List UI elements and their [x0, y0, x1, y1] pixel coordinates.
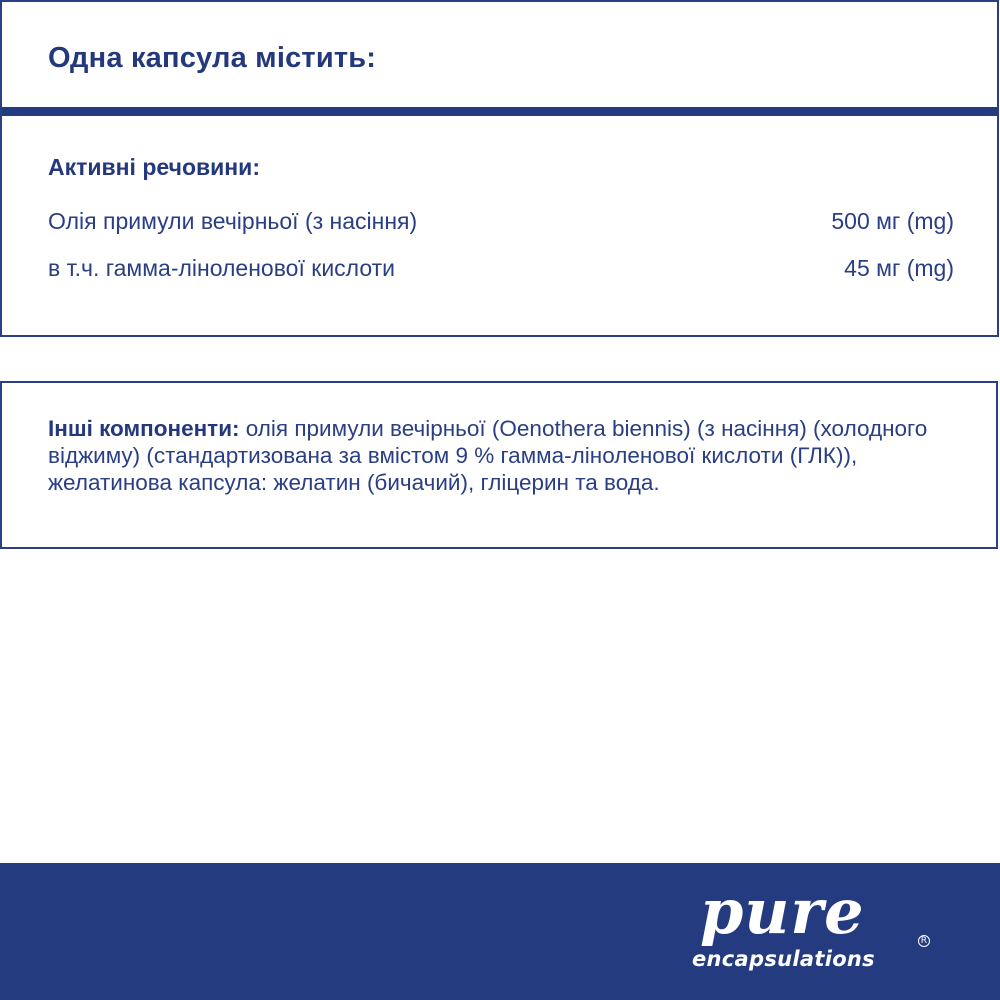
ingredient-amount: 45 мг (mg) — [844, 255, 954, 281]
brand-logo-main: pure — [700, 875, 865, 948]
ingredient-name: Олія примули вечірньої (з насіння) — [48, 208, 418, 234]
brand-logo-sub-text: encapsulations — [692, 947, 875, 971]
ingredient-name: в т.ч. гамма-ліноленової кислоти — [48, 255, 396, 281]
page-title: Одна капсула містить: — [48, 42, 377, 74]
title-divider — [2, 107, 999, 116]
ingredient-amount: 500 мг (mg) — [831, 208, 954, 234]
active-ingredients-label: Активні речовини: — [48, 154, 260, 180]
other-components-text — [48, 415, 968, 496]
brand-logo — [692, 875, 942, 971]
dosage-panel — [0, 0, 999, 337]
ingredient-row — [48, 255, 954, 282]
other-components-body: олія примули вечірньої (Oenothera biennis) (з насіння) (холодного віджиму) (стандартизована за вмістом 9 % гамма-ліноленової кислоти (ГЛК)), желатинова капсула: желатин (бичачий), гліцерин та вода. — [48, 416, 928, 495]
registered-trademark-icon: R — [918, 935, 930, 947]
ingredient-row — [48, 208, 954, 235]
brand-footer — [0, 863, 1000, 1000]
brand-logo-sub — [692, 936, 942, 971]
other-components-panel — [0, 381, 998, 549]
other-components-label: Інші компоненти: — [48, 416, 240, 441]
